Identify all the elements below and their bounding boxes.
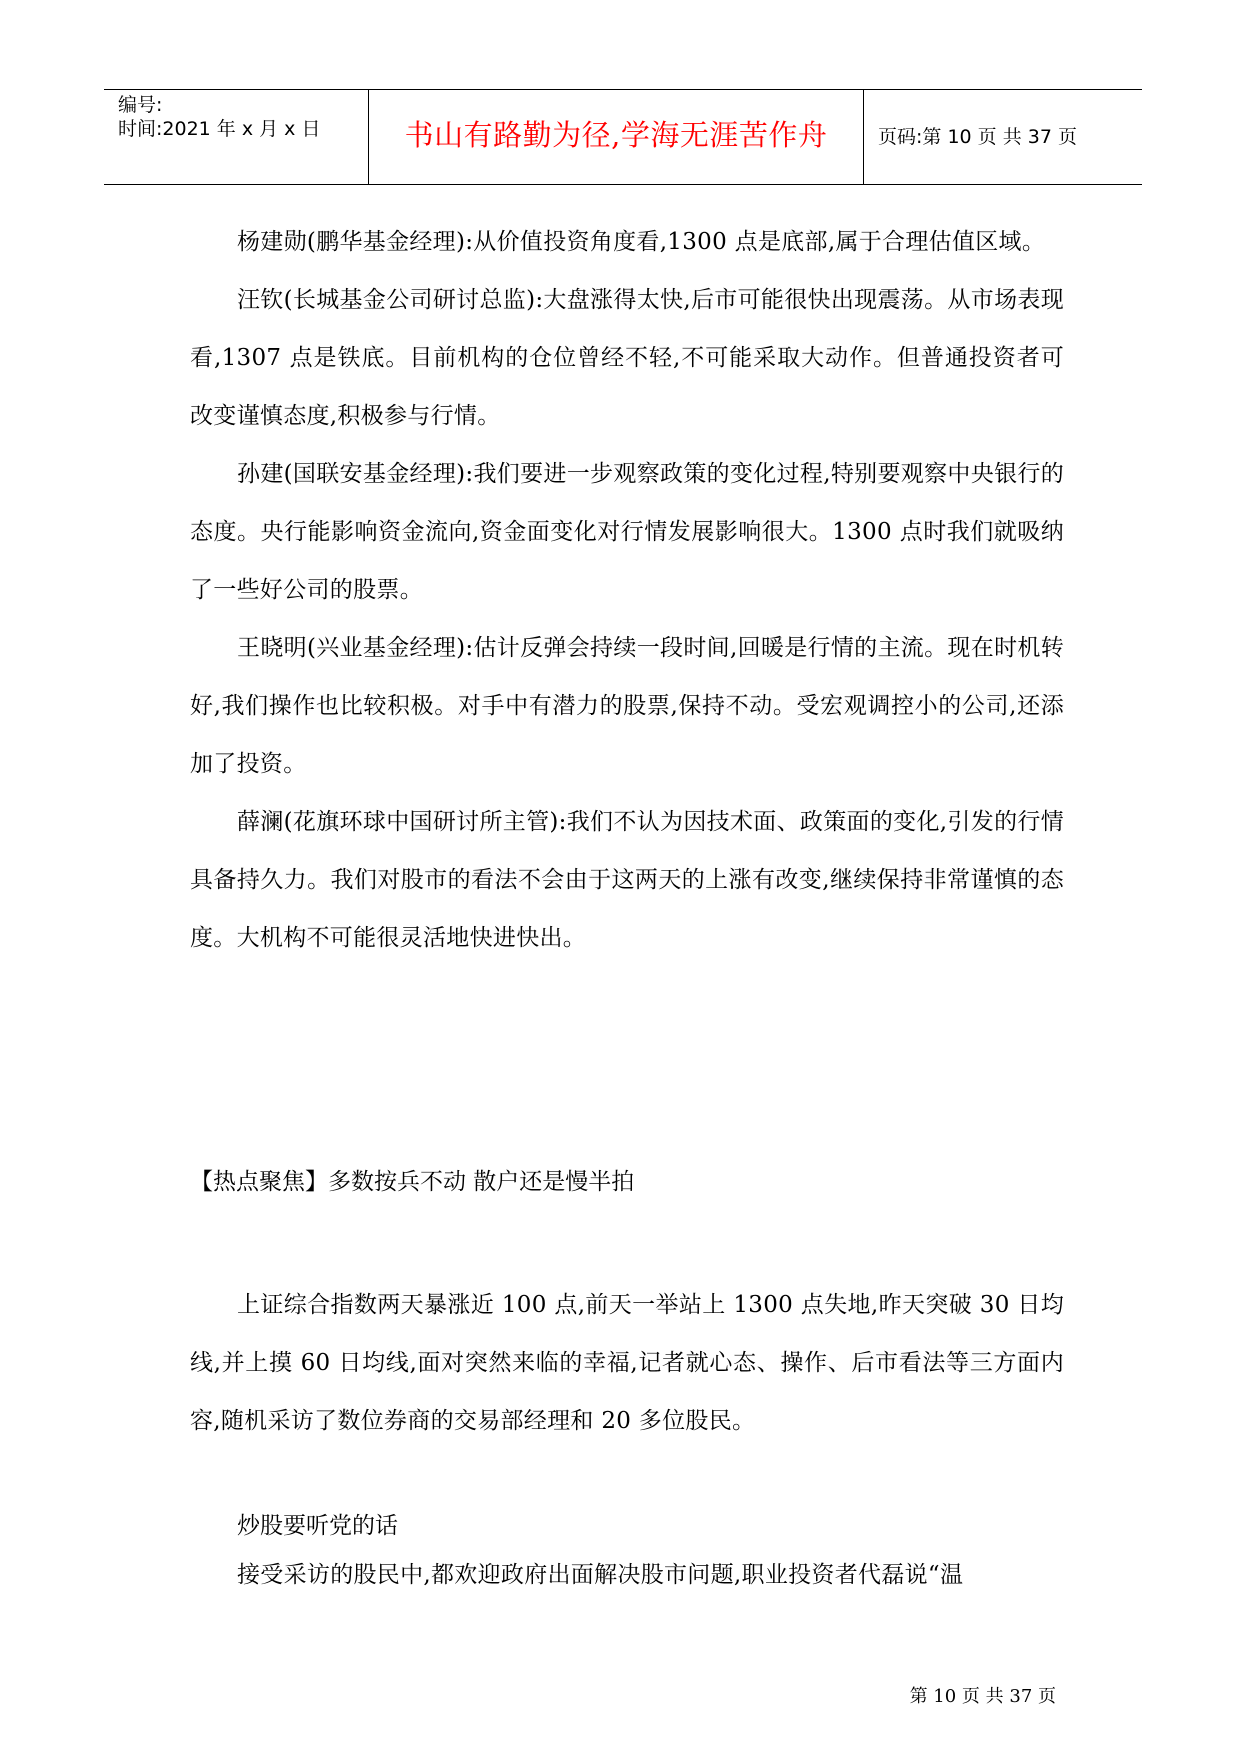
interview-paragraphs bbox=[190, 213, 1064, 967]
intro-paragraph: 上证综合指数两天暴涨近 100 点,前天一举站上 1300 点失地,昨天突破 30 日均线,并上摸 60 日均线,面对突然来临的幸福,记者就心态、操作、后市看法等三方面内容,随机采访了数位券商的交易部经理和 20 多位股民。 bbox=[190, 1292, 1064, 1434]
header-page-cell bbox=[864, 90, 1142, 184]
intro-block bbox=[190, 1276, 1064, 1450]
paragraph: 汪钦(长城基金公司研讨总监):大盘涨得太快,后市可能很快出现震荡。从市场表现看,1307 点是铁底。目前机构的仓位曾经不轻,不可能采取大动作。但普通投资者可改变谨慎态度,积极参与行情。 bbox=[190, 287, 1064, 429]
paragraph: 王晓明(兴业基金经理):估计反弹会持续一段时间,回暖是行情的主流。现在时机转好,我们操作也比较积极。对手中有潜力的股票,保持不动。受宏观调控小的公司,还添加了投资。 bbox=[190, 635, 1064, 777]
subheading: 炒股要听党的话 bbox=[237, 1513, 398, 1539]
paragraph: 孙建(国联安基金经理):我们要进一步观察政策的变化过程,特别要观察中央银行的态度。央行能影响资金流向,资金面变化对行情发展影响很大。1300 点时我们就吸纳了一些好公司的股票。 bbox=[190, 461, 1064, 603]
last-paragraph: 接受采访的股民中,都欢迎政府出面解决股市问题,职业投资者代磊说“温 bbox=[237, 1562, 964, 1588]
last-block bbox=[190, 1546, 1064, 1604]
document-header bbox=[104, 89, 1142, 185]
header-motto: 书山有路勤为径,学海无涯苦作舟 bbox=[404, 118, 828, 152]
document-number-label: 编号: bbox=[118, 94, 163, 116]
paragraph: 杨建勋(鹏华基金经理):从价值投资角度看,1300 点是底部,属于合理估值区域。 bbox=[237, 229, 1046, 255]
header-meta-cell bbox=[104, 90, 369, 184]
header-motto-cell bbox=[369, 90, 864, 184]
page-footer: 第 10 页 共 37 页 bbox=[909, 1686, 1056, 1707]
paragraph: 薛澜(花旗环球中国研讨所主管):我们不认为因技术面、政策面的变化,引发的行情具备持久力。我们对股市的看法不会由于这两天的上涨有改变,继续保持非常谨慎的态度。大机构不可能很灵活地快进快出。 bbox=[190, 809, 1064, 951]
header-page-info: 页码:第 10 页 共 37 页 bbox=[878, 126, 1077, 148]
section-heading: 【热点聚焦】多数按兵不动 散户还是慢半拍 bbox=[190, 1169, 635, 1195]
document-time-label: 时间:2021 年 x 月 x 日 bbox=[118, 118, 321, 140]
